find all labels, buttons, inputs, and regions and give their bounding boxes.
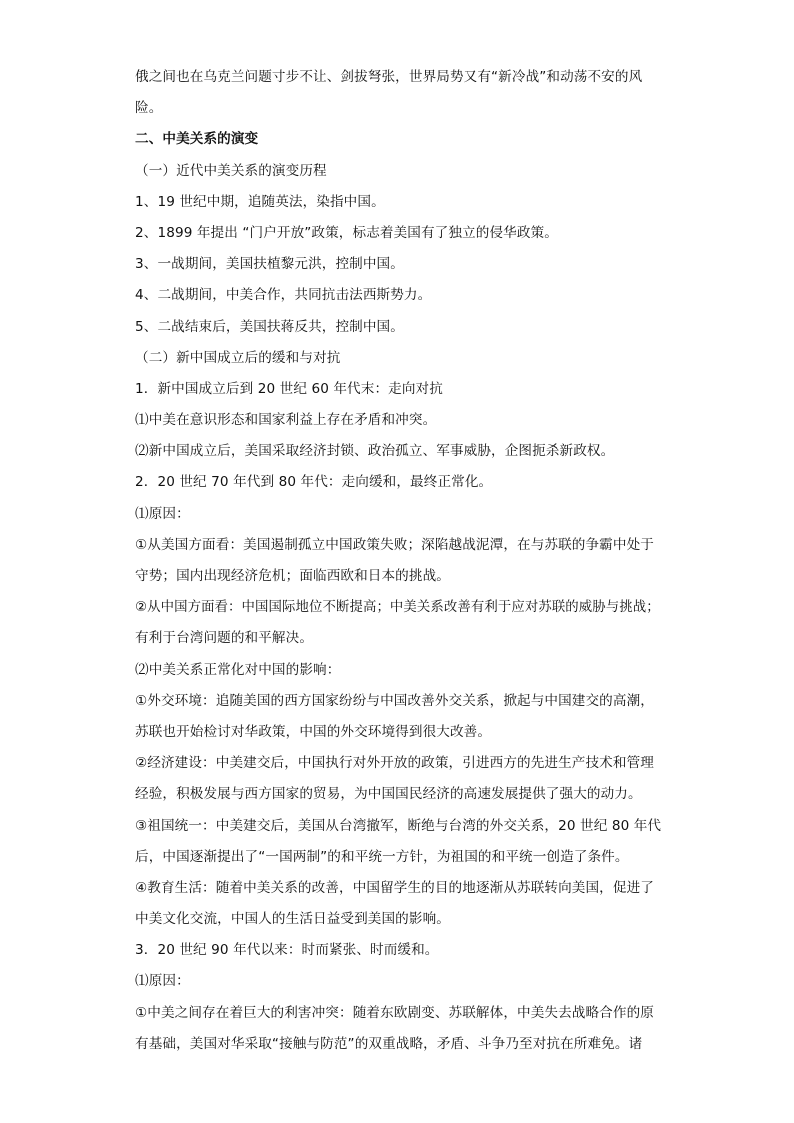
text-line: 有利于台湾问题的和平解决。 bbox=[135, 630, 314, 647]
text-line: 苏联也开始检讨对华政策，中国的外交环境得到很大改善。 bbox=[135, 723, 492, 740]
text-line: ④教育生活：随着中美关系的改善，中国留学生的目的地逐渐从苏联转向美国，促进了 bbox=[135, 879, 654, 896]
text-line: 4、二战期间，中美合作，共同抗击法西斯势力。 bbox=[135, 287, 432, 304]
text-line: 俄之间也在乌克兰问题寸步不让、剑拔弩张，世界局势又有“新冷战”和动荡不安的风 bbox=[135, 69, 643, 85]
text-line: 2、1899 年提出 “门户开放”政策，标志着美国有了独立的侵华政策。 bbox=[135, 224, 558, 241]
text-line: 1、19 世纪中期，追随英法，染指中国。 bbox=[135, 193, 385, 210]
text-line: ①从美国方面看：美国遏制孤立中国政策失败；深陷越战泥潭，在与苏联的争霸中处于 bbox=[135, 536, 654, 553]
text-line: ⑴中美在意识形态和国家利益上存在矛盾和冲突。 bbox=[135, 412, 437, 429]
subsection-heading: （二）新中国成立后的缓和与对抗 bbox=[135, 349, 341, 366]
text-line: ②经济建设：中美建交后，中国执行对外开放的政策，引进西方的先进生产技术和管理 bbox=[135, 755, 654, 772]
text-line: ⑵中美关系正常化对中国的影响： bbox=[135, 661, 341, 678]
text-line: 经验，积极发展与西方国家的贸易，为中国国民经济的高速发展提供了强大的动力。 bbox=[135, 786, 642, 803]
text-line: 5、二战结束后，美国扶蒋反共，控制中国。 bbox=[135, 318, 404, 335]
text-line: ⑴原因： bbox=[135, 973, 190, 990]
text-line: 险。 bbox=[135, 100, 163, 117]
text-line: 2．20 世纪 70 年代到 80 年代：走向缓和，最终正常化。 bbox=[135, 474, 493, 491]
section-heading: 二、中美关系的演变 bbox=[135, 131, 259, 148]
text-line: 3、一战期间，美国扶植黎元洪，控制中国。 bbox=[135, 256, 404, 273]
document-body bbox=[135, 62, 663, 1060]
text-line: ⑵新中国成立后，美国采取经济封锁、政治孤立、军事威胁，企图扼杀新政权。 bbox=[135, 443, 615, 460]
text-line: ③祖国统一：中美建交后，美国从台湾撤军，断绝与台湾的外交关系，20 世纪 80 年代 bbox=[135, 817, 662, 834]
text-line: 3．20 世纪 90 年代以来：时而紧张、时而缓和。 bbox=[135, 942, 439, 959]
text-line: 后，中国逐渐提出了“一国两制”的和平统一方针，为祖国的和平统一创造了条件。 bbox=[135, 848, 629, 865]
text-line: 有基础，美国对华采取“接触与防范”的双重战略，矛盾、斗争乃至对抗在所难免。诸 bbox=[135, 1035, 643, 1052]
text-line: ①中美之间存在着巨大的利害冲突：随着东欧剧变、苏联解体，中美失去战略合作的原 bbox=[135, 1004, 654, 1021]
text-line: 守势；国内出现经济危机；面临西欧和日本的挑战。 bbox=[135, 568, 450, 584]
text-line: 中美文化交流，中国人的生活日益受到美国的影响。 bbox=[135, 911, 450, 928]
text-line: ②从中国方面看：中国国际地位不断提高；中美关系改善有利于应对苏联的威胁与挑战； bbox=[135, 600, 660, 616]
text-line: ①外交环境：追随美国的西方国家纷纷与中国改善外交关系，掀起与中国建交的高潮， bbox=[135, 692, 654, 709]
text-line: ⑴原因： bbox=[135, 505, 190, 522]
text-line: 1．新中国成立后到 20 世纪 60 年代末：走向对抗 bbox=[135, 380, 443, 397]
subsection-heading: （一）近代中美关系的演变历程 bbox=[135, 162, 327, 179]
